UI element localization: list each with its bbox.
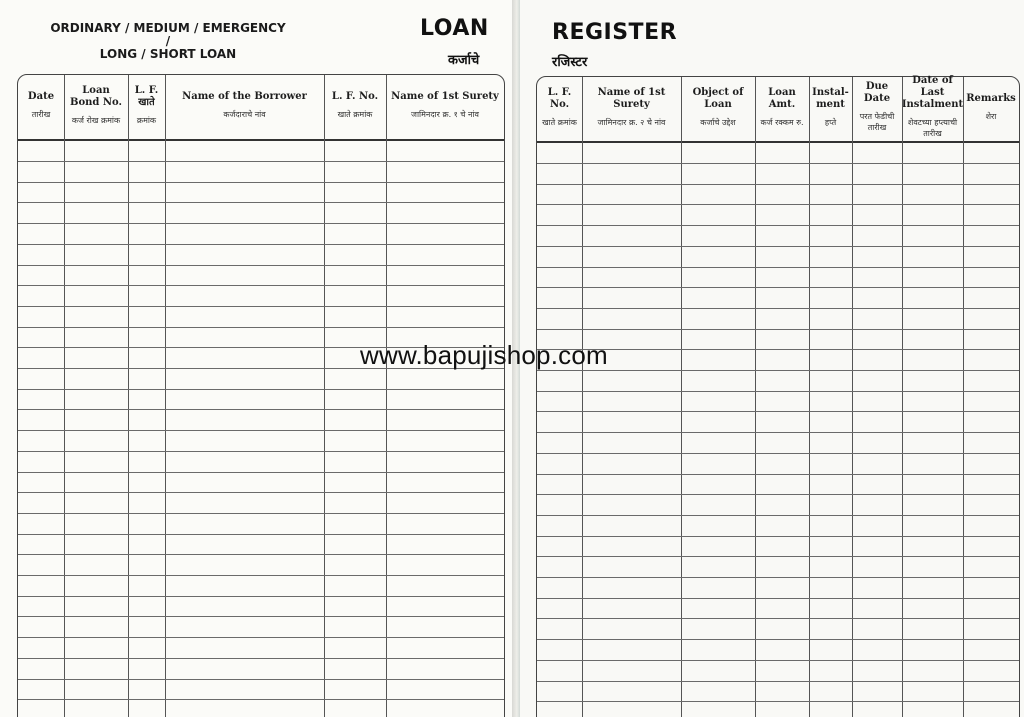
left-header-cell: [165, 75, 324, 135]
left-ruled-row: [18, 699, 504, 700]
left-column-rule: [64, 75, 65, 717]
right-ruled-row: [537, 163, 1019, 164]
right-header-cell: [537, 77, 582, 137]
right-header-label: L. F. No.: [547, 86, 572, 110]
left-ruled-row: [18, 554, 504, 555]
right-ruled-row: [537, 618, 1019, 619]
right-ruled-row: [537, 660, 1019, 661]
left-ruled-row: [18, 161, 504, 162]
right-header-label-marathi: जामिनदार क्र. २ चे नांव: [597, 117, 666, 127]
right-header-label-marathi: हप्ते: [824, 117, 837, 127]
left-ruled-row: [18, 182, 504, 183]
right-ruled-row: [537, 453, 1019, 454]
right-column-rule: [963, 77, 964, 717]
left-ruled-row: [18, 265, 504, 266]
left-header-label-marathi: क्रमांक: [136, 115, 157, 125]
left-header-label: L. F. खाते: [134, 84, 159, 108]
right-ruled-row: [537, 556, 1019, 557]
left-header-cell: [324, 75, 386, 135]
right-header-cell: [963, 77, 1019, 137]
left-header-label-marathi: कर्जदाराचे नांव: [223, 109, 266, 119]
right-ruled-row: [537, 411, 1019, 412]
left-ruled-row: [18, 223, 504, 224]
left-ruled-row: [18, 616, 504, 617]
right-ruled-row: [537, 267, 1019, 268]
left-header-label: Name of 1st Surety: [391, 90, 499, 102]
left-header-label: Name of the Borrower: [182, 90, 307, 102]
right-ruled-row: [537, 577, 1019, 578]
right-ruled-row: [537, 225, 1019, 226]
left-column-rule: [386, 75, 387, 717]
right-ruled-row: [537, 536, 1019, 537]
title-register-marathi: रजिस्टर: [552, 55, 588, 70]
loan-type-line1: ORDINARY / MEDIUM / EMERGENCY /: [50, 21, 286, 48]
right-ruled-row: [537, 598, 1019, 599]
right-column-rule: [755, 77, 756, 717]
left-ruled-row: [18, 534, 504, 535]
left-ruled-row: [18, 327, 504, 328]
right-ruled-row: [537, 184, 1019, 185]
loan-type-line2: LONG / SHORT LOAN: [99, 47, 237, 61]
right-ruled-row: [537, 246, 1019, 247]
left-ruled-row: [18, 513, 504, 514]
left-ruled-row: [18, 679, 504, 680]
left-ruled-row: [18, 244, 504, 245]
left-column-rule: [324, 75, 325, 717]
left-header-label-marathi: कर्ज रोख क्रमांक: [71, 115, 121, 125]
right-column-rule: [809, 77, 810, 717]
left-header-cell: [64, 75, 128, 135]
right-header-label: Loan Amt.: [768, 86, 796, 110]
right-header-label: Date of Last Instalment: [901, 75, 964, 110]
right-ruled-row: [537, 701, 1019, 702]
right-header-label: Instal-ment: [812, 86, 849, 110]
left-header-label: Loan Bond No.: [70, 84, 122, 108]
loan-type-heading: [50, 22, 286, 61]
right-ruled-row: [537, 432, 1019, 433]
right-header-label-marathi: कर्ज रक्कम रु.: [760, 117, 804, 127]
title-loan-marathi: कर्जाचे: [448, 53, 480, 68]
left-ruled-row: [18, 658, 504, 659]
right-column-rule: [681, 77, 682, 717]
right-header-label: Name of 1st Surety: [597, 86, 666, 110]
right-header-cell: [681, 77, 755, 137]
left-header-cell: [18, 75, 64, 135]
right-header-cell: [809, 77, 852, 137]
right-header-row: [537, 77, 1019, 143]
right-ruled-row: [537, 474, 1019, 475]
right-header-cell: [902, 77, 963, 137]
left-ruled-row: [18, 409, 504, 410]
left-ruled-row: [18, 389, 504, 390]
right-column-rule: [902, 77, 903, 717]
title-register: REGISTER: [552, 20, 678, 45]
left-header-row: [18, 75, 504, 141]
right-ruled-row: [537, 391, 1019, 392]
right-ruled-row: [537, 494, 1019, 495]
right-header-label: Remarks: [966, 92, 1016, 104]
left-column-rule: [165, 75, 166, 717]
right-ruled-row: [537, 308, 1019, 309]
left-ruled-row: [18, 306, 504, 307]
left-ruled-row: [18, 451, 504, 452]
left-header-cell: [128, 75, 165, 135]
left-header-label-marathi: जामिनदार क्र. १ चे नांव: [411, 109, 479, 119]
left-ruled-row: [18, 596, 504, 597]
right-header-cell: [582, 77, 681, 137]
right-ruled-row: [537, 204, 1019, 205]
watermark-url: www.bapujishop.com: [360, 340, 608, 370]
left-header-label-marathi: खाते क्रमांक: [337, 109, 373, 119]
left-ruled-row: [18, 430, 504, 431]
left-header-label-marathi: तारीख: [31, 109, 51, 119]
title-loan: LOAN: [420, 16, 489, 41]
right-ruled-row: [537, 370, 1019, 371]
left-ruled-row: [18, 285, 504, 286]
right-ruled-row: [537, 329, 1019, 330]
right-header-label-marathi: कर्जाचे उद्देश: [700, 117, 736, 127]
left-ruled-row: [18, 202, 504, 203]
left-ruled-row: [18, 492, 504, 493]
left-column-rule: [128, 75, 129, 717]
right-header-cell: [755, 77, 809, 137]
left-header-label: Date: [27, 90, 55, 102]
right-header-label-marathi: शेरा: [985, 111, 997, 121]
right-ruled-row: [537, 515, 1019, 516]
right-register-table: [536, 76, 1020, 717]
right-ruled-row: [537, 349, 1019, 350]
right-ruled-row: [537, 639, 1019, 640]
left-ruled-row: [18, 472, 504, 473]
right-column-rule: [852, 77, 853, 717]
left-header-cell: [386, 75, 504, 135]
right-column-rule: [582, 77, 583, 717]
left-ruled-row: [18, 637, 504, 638]
right-header-cell: [852, 77, 902, 137]
right-ruled-row: [537, 287, 1019, 288]
right-ruled-row: [537, 681, 1019, 682]
right-header-label: Object of Loan: [692, 86, 744, 110]
right-header-label-marathi: खाते क्रमांक: [542, 117, 577, 127]
left-ruled-row: [18, 575, 504, 576]
right-header-label: Due Date: [863, 81, 891, 104]
right-header-label-marathi: परत फेडीची तारीख: [859, 112, 895, 132]
right-header-label-marathi: शेवटच्या हप्त्याची तारीख: [907, 118, 958, 138]
left-header-label: L. F. No.: [331, 90, 379, 102]
left-register-table: [17, 74, 505, 717]
